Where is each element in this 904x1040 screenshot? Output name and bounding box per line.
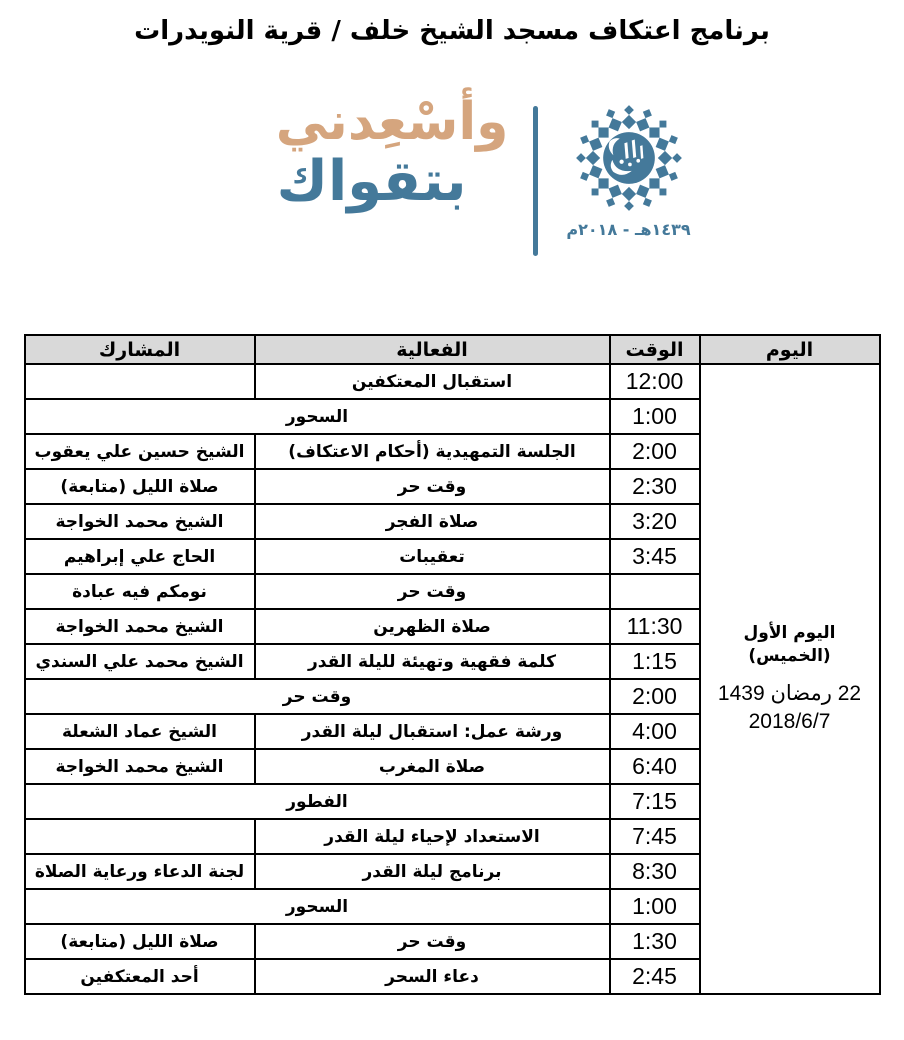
participant-cell bbox=[25, 819, 255, 854]
activity-cell: كلمة فقهية وتهيئة لليلة القدر bbox=[255, 644, 610, 679]
participant-cell: صلاة الليل (متابعة) bbox=[25, 924, 255, 959]
schedule-body bbox=[25, 364, 880, 994]
time-cell: 2:00 bbox=[610, 434, 700, 469]
participant-cell: الشيخ محمد الخواجة bbox=[25, 749, 255, 784]
time-cell: 7:15 bbox=[610, 784, 700, 819]
time-cell: 3:20 bbox=[610, 504, 700, 539]
activity-cell: وقت حر bbox=[255, 924, 610, 959]
schedule-header bbox=[25, 335, 880, 364]
campaign-slogan bbox=[209, 92, 509, 213]
campaign-logo bbox=[0, 92, 904, 284]
activity-cell: الفطور bbox=[25, 784, 610, 819]
activity-cell: صلاة المغرب bbox=[255, 749, 610, 784]
participant-cell: الشيخ حسين علي يعقوب bbox=[25, 434, 255, 469]
association-emblem-icon bbox=[569, 100, 689, 216]
header-row bbox=[25, 335, 880, 364]
participant-cell: الحاج علي إبراهيم bbox=[25, 539, 255, 574]
time-cell: 7:45 bbox=[610, 819, 700, 854]
participant-cell: الشيخ محمد علي السندي bbox=[25, 644, 255, 679]
activity-cell: وقت حر bbox=[25, 679, 610, 714]
activity-cell: برنامج ليلة القدر bbox=[255, 854, 610, 889]
activity-cell: صلاة الفجر bbox=[255, 504, 610, 539]
time-cell: 1:30 bbox=[610, 924, 700, 959]
time-cell: 3:45 bbox=[610, 539, 700, 574]
slogan-line-2: بتقواك bbox=[276, 149, 467, 215]
page-title: برنامج اعتكاف مسجد الشيخ خلف / قرية النويدرات bbox=[134, 16, 770, 46]
time-cell bbox=[610, 574, 700, 609]
participant-cell: أحد المعتكفين bbox=[25, 959, 255, 994]
header-day: اليوم bbox=[700, 335, 880, 364]
participant-cell: الشيخ عماد الشعلة bbox=[25, 714, 255, 749]
activity-cell: صلاة الظهرين bbox=[255, 609, 610, 644]
participant-cell: نومكم فيه عبادة bbox=[25, 574, 255, 609]
activity-cell: السحور bbox=[25, 399, 610, 434]
logo-divider-bar bbox=[533, 106, 538, 256]
activity-cell: الجلسة التمهيدية (أحكام الاعتكاف) bbox=[255, 434, 610, 469]
participant-cell: الشيخ محمد الخواجة bbox=[25, 504, 255, 539]
time-cell: 1:00 bbox=[610, 889, 700, 924]
header-activity: الفعالية bbox=[255, 335, 610, 364]
slogan-line-1: وأسْعِدني bbox=[275, 92, 509, 152]
hijri-gregorian-year: ١٤٣٩هـ - ٢٠١٨م bbox=[566, 220, 691, 239]
activity-cell: تعقيبات bbox=[255, 539, 610, 574]
time-cell: 2:30 bbox=[610, 469, 700, 504]
emblem-column bbox=[562, 92, 696, 239]
header-participant: المشارك bbox=[25, 335, 255, 364]
activity-cell: وقت حر bbox=[255, 574, 610, 609]
time-cell: 12:00 bbox=[610, 364, 700, 399]
time-cell: 1:00 bbox=[610, 399, 700, 434]
activity-cell: الاستعداد لإحياء ليلة القدر bbox=[255, 819, 610, 854]
activity-cell: السحور bbox=[25, 889, 610, 924]
day-cell-line: (الخميس) bbox=[748, 645, 831, 666]
time-cell: 6:40 bbox=[610, 749, 700, 784]
participant-cell bbox=[25, 364, 255, 399]
header-time: الوقت bbox=[610, 335, 700, 364]
time-cell: 2:45 bbox=[610, 959, 700, 994]
time-cell: 8:30 bbox=[610, 854, 700, 889]
activity-cell: ورشة عمل: استقبال ليلة القدر bbox=[255, 714, 610, 749]
participant-cell: الشيخ محمد الخواجة bbox=[25, 609, 255, 644]
table-row bbox=[25, 364, 880, 399]
day-cell bbox=[700, 364, 880, 994]
day-cell-line: اليوم الأول bbox=[743, 622, 836, 643]
day-cell-line: 22 رمضان 1439 bbox=[717, 681, 862, 705]
time-cell: 11:30 bbox=[610, 609, 700, 644]
activity-cell: استقبال المعتكفين bbox=[255, 364, 610, 399]
schedule-table bbox=[24, 334, 881, 995]
day-cell-line: 2018/6/7 bbox=[748, 709, 831, 733]
participant-cell: صلاة الليل (متابعة) bbox=[25, 469, 255, 504]
time-cell: 4:00 bbox=[610, 714, 700, 749]
time-cell: 1:15 bbox=[610, 644, 700, 679]
activity-cell: وقت حر bbox=[255, 469, 610, 504]
time-cell: 2:00 bbox=[610, 679, 700, 714]
activity-cell: دعاء السحر bbox=[255, 959, 610, 994]
participant-cell: لجنة الدعاء ورعاية الصلاة bbox=[25, 854, 255, 889]
